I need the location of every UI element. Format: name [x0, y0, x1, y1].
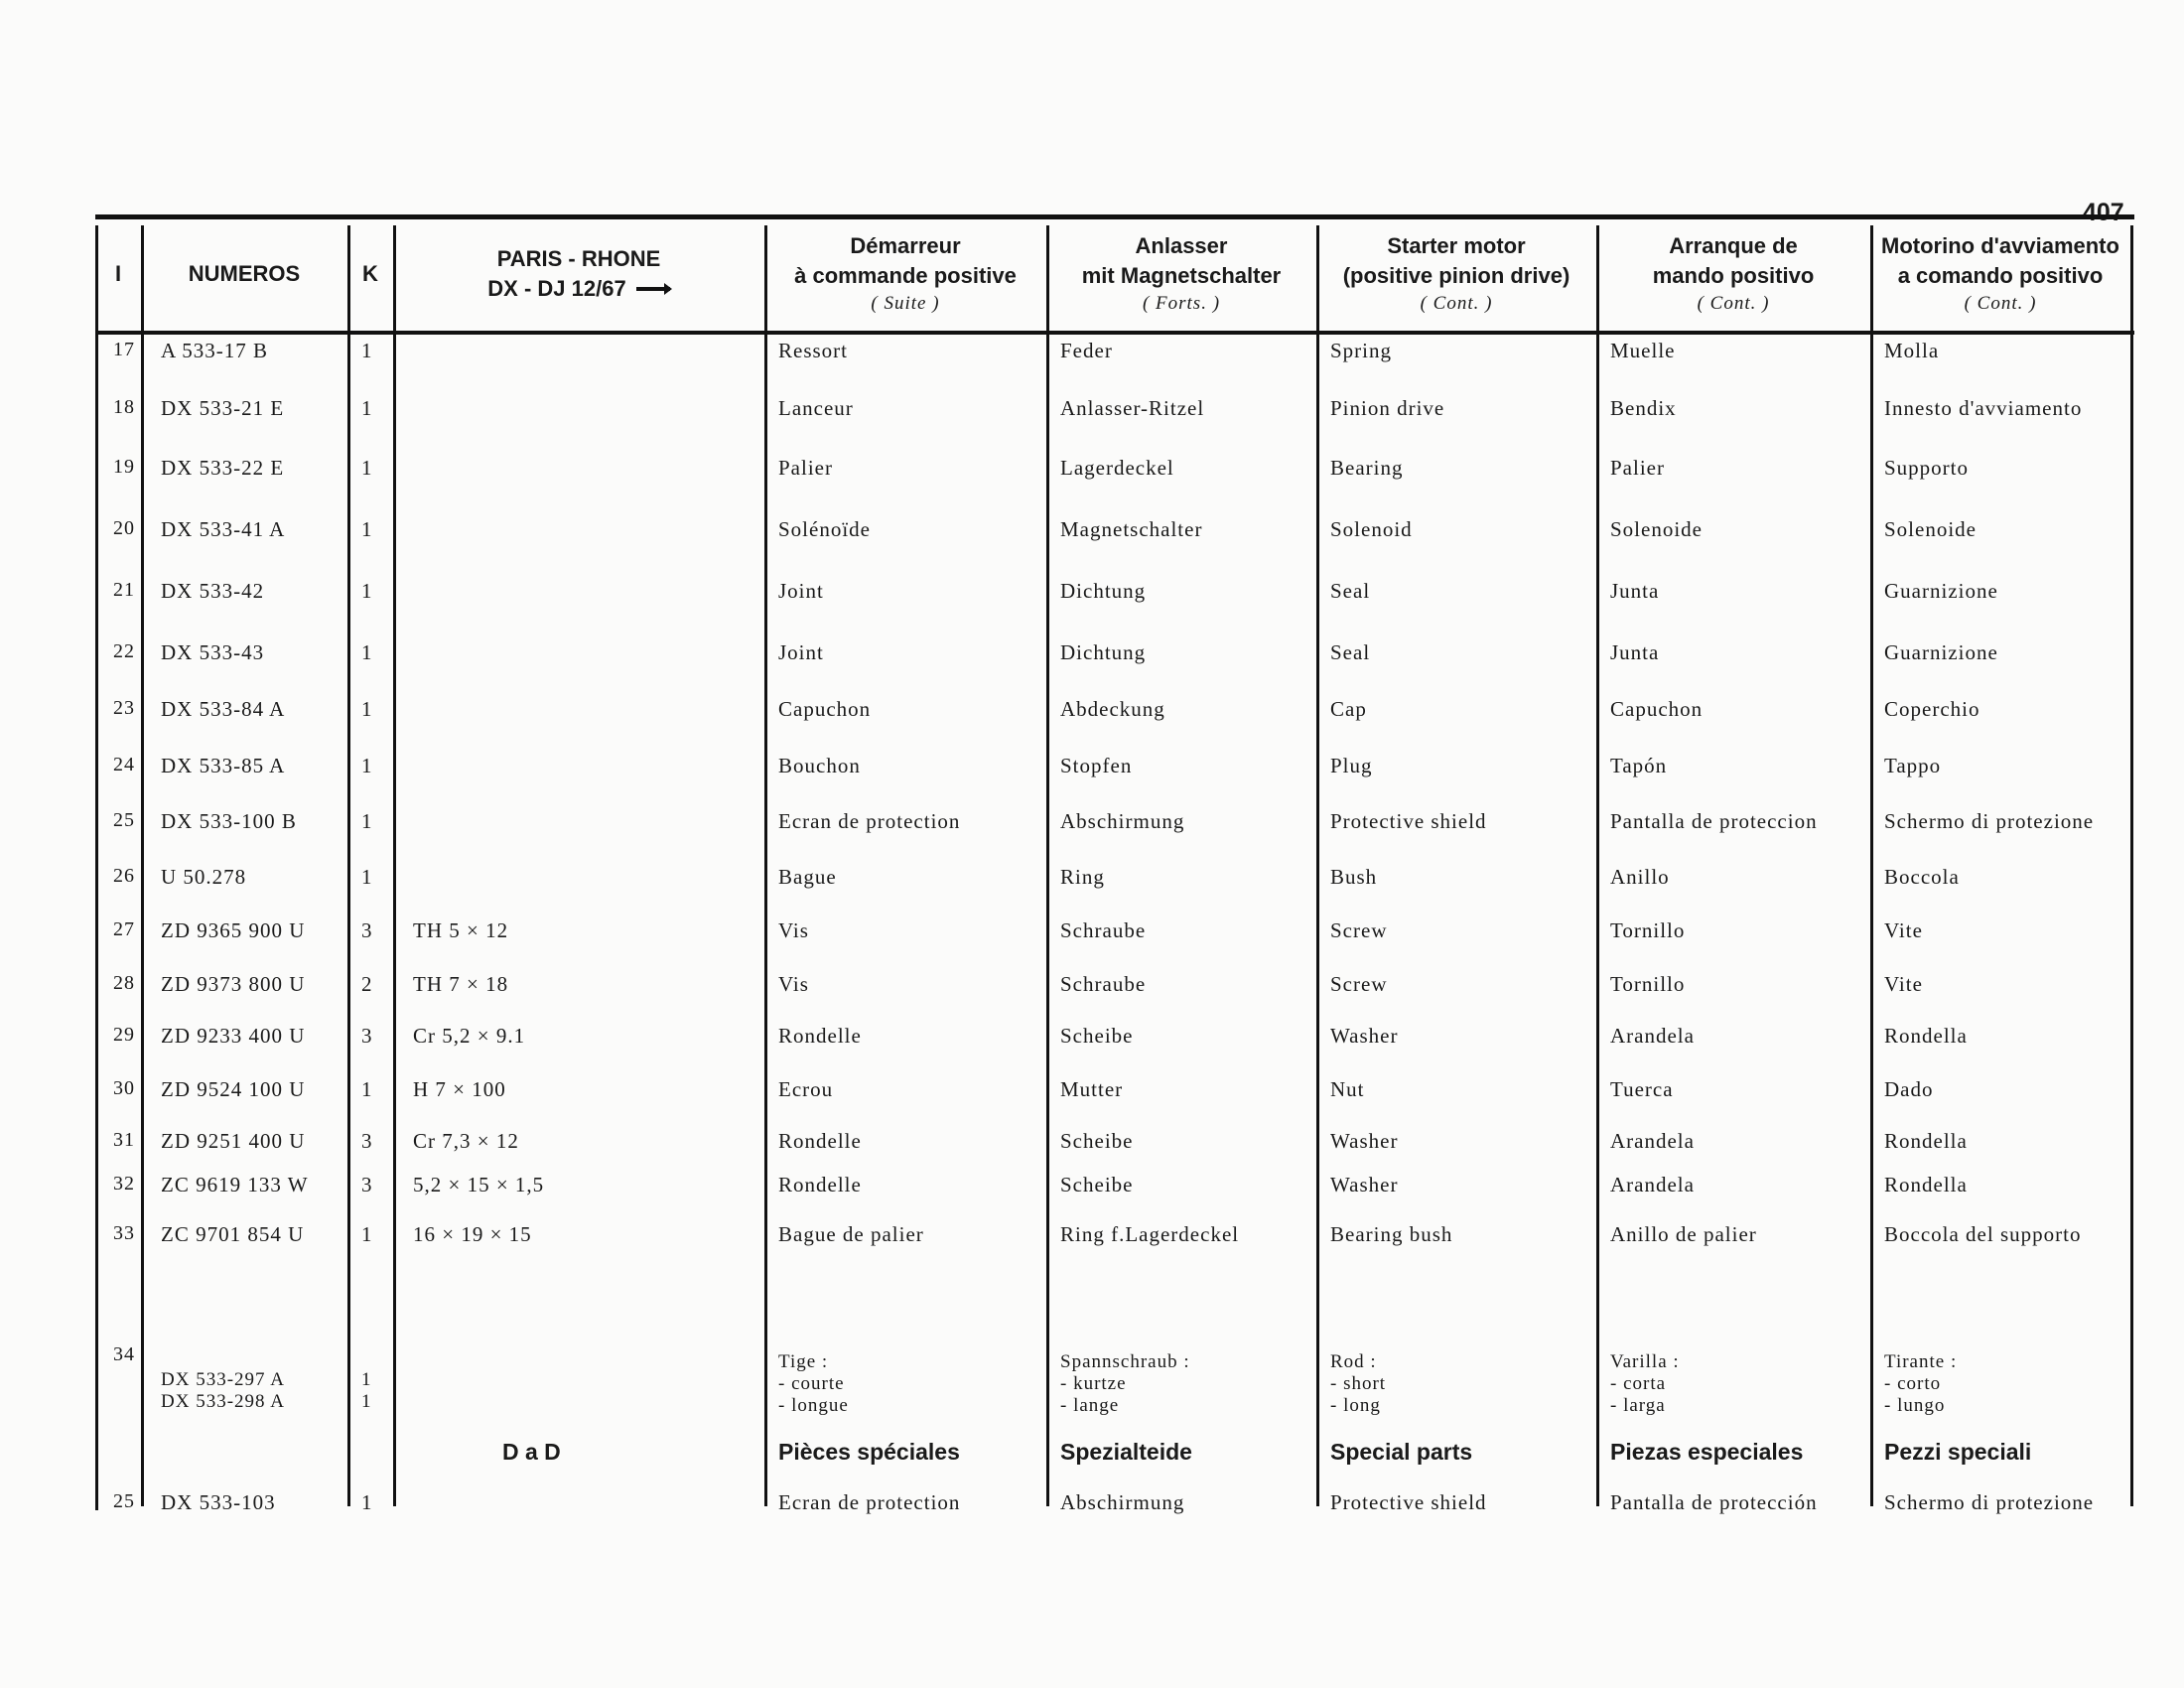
- row-index: 25: [113, 1490, 135, 1512]
- german-name: Scheibe: [1060, 1173, 1134, 1196]
- italian-name: Supporto: [1884, 456, 1970, 480]
- spanish-name: Capuchon: [1610, 697, 1704, 721]
- spanish-name: Arandela: [1610, 1129, 1695, 1153]
- spanish-name: Varilla :: [1610, 1351, 1680, 1372]
- part-number: DX 533-85 A: [161, 754, 286, 777]
- english-name: Bearing: [1330, 456, 1404, 480]
- header-english-note: ( Cont. ): [1420, 292, 1493, 314]
- spanish-variant: - corta: [1610, 1372, 1667, 1394]
- header-k: K: [362, 261, 378, 287]
- german-name: Magnetschalter: [1060, 517, 1203, 541]
- english-name: Spring: [1330, 339, 1393, 362]
- spanish-name: Bendix: [1610, 396, 1677, 420]
- french-name: Bague de palier: [778, 1222, 924, 1246]
- french-variant: - longue: [778, 1394, 849, 1416]
- german-name: Lagerdeckel: [1060, 456, 1174, 480]
- german-name: Scheibe: [1060, 1024, 1134, 1048]
- spanish-name: Junta: [1610, 640, 1660, 664]
- quantity: 1: [361, 754, 373, 777]
- header-rule: [95, 331, 2134, 335]
- special-parts-french: Pièces spéciales: [778, 1439, 960, 1465]
- french-name: Rondelle: [778, 1024, 862, 1048]
- spanish-name: Junta: [1610, 579, 1660, 603]
- spanish-name: Pantalla de proteccion: [1610, 809, 1818, 833]
- english-name: Nut: [1330, 1077, 1365, 1101]
- row-index: 20: [113, 517, 135, 539]
- french-name: Ecrou: [778, 1077, 834, 1101]
- row-index: 27: [113, 918, 135, 940]
- english-name: Rod :: [1330, 1351, 1377, 1372]
- quantity: 2: [361, 972, 373, 996]
- french-name: Joint: [778, 579, 824, 603]
- header-french-line1: Démarreur: [850, 233, 961, 259]
- special-parts-spanish: Piezas especiales: [1610, 1439, 1804, 1465]
- part-number: DX 533-43: [161, 640, 265, 664]
- row-index: 32: [113, 1173, 135, 1195]
- french-name: Rondelle: [778, 1129, 862, 1153]
- german-name: Schraube: [1060, 918, 1147, 942]
- german-name: Ring: [1060, 865, 1105, 889]
- italian-name: Guarnizione: [1884, 640, 1998, 664]
- row-index: 33: [113, 1222, 135, 1244]
- column-divider: [764, 225, 767, 1506]
- part-number: DX 533-100 B: [161, 809, 297, 833]
- spanish-name: Arandela: [1610, 1173, 1695, 1196]
- header-italian: [1870, 219, 2130, 329]
- italian-name: Boccola: [1884, 865, 1960, 889]
- english-name: Bearing bush: [1330, 1222, 1453, 1246]
- spanish-variant: - larga: [1610, 1394, 1666, 1416]
- special-parts-italian: Pezzi speciali: [1884, 1439, 2032, 1465]
- part-number: ZD 9365 900 U: [161, 918, 306, 942]
- french-name: Ecran de protection: [778, 1490, 961, 1514]
- italian-name: Guarnizione: [1884, 579, 1998, 603]
- french-variant: - courte: [778, 1372, 845, 1394]
- english-name: Cap: [1330, 697, 1367, 721]
- french-name: Solénoïde: [778, 517, 871, 541]
- french-name: Capuchon: [778, 697, 872, 721]
- row-index: 29: [113, 1024, 135, 1046]
- german-cell: [1060, 1351, 1190, 1417]
- quantity: 1: [361, 640, 373, 664]
- german-name: Abschirmung: [1060, 1490, 1185, 1514]
- italian-name: Molla: [1884, 339, 1940, 362]
- header-italian-line2: a comando positivo: [1897, 263, 2104, 289]
- french-name: Rondelle: [778, 1173, 862, 1196]
- italian-name: Schermo di protezione: [1884, 1490, 2095, 1514]
- header-french-line2: à commande positive: [794, 263, 1017, 289]
- french-name: Bague: [778, 865, 837, 889]
- spanish-name: Tornillo: [1610, 918, 1686, 942]
- specification: 5,2 × 15 × 1,5: [413, 1173, 545, 1196]
- quantity: 1: [361, 579, 373, 603]
- part-number: ZD 9373 800 U: [161, 972, 306, 996]
- spanish-name: Tornillo: [1610, 972, 1686, 996]
- french-name: Vis: [778, 918, 809, 942]
- part-number: ZD 9233 400 U: [161, 1024, 306, 1048]
- table-header: [95, 219, 2134, 329]
- quantity: 1: [361, 1390, 372, 1412]
- part-number: DX 533-41 A: [161, 517, 286, 541]
- german-variant: - kurtze: [1060, 1372, 1127, 1394]
- column-divider: [1870, 225, 1873, 1506]
- part-number: DX 533-298 A: [161, 1390, 285, 1412]
- column-divider: [141, 225, 144, 1506]
- italian-name: Coperchio: [1884, 697, 1980, 721]
- italian-variant: - lungo: [1884, 1394, 1946, 1416]
- italian-name: Dado: [1884, 1077, 1934, 1101]
- table-row: [95, 1343, 2134, 1433]
- german-name: Spannschraub :: [1060, 1351, 1190, 1372]
- header-brand: [393, 219, 764, 329]
- row-index: 22: [113, 640, 135, 662]
- english-name: Washer: [1330, 1024, 1399, 1048]
- part-number: ZD 9251 400 U: [161, 1129, 306, 1153]
- english-variant: - long: [1330, 1394, 1381, 1416]
- german-variant: - lange: [1060, 1394, 1120, 1416]
- quantity: 1: [361, 697, 373, 721]
- column-divider: [1046, 225, 1049, 1506]
- header-english-line2: (positive pinion drive): [1342, 263, 1570, 289]
- header-english-line1: Starter motor: [1387, 233, 1526, 259]
- row-index: 24: [113, 754, 135, 775]
- header-german-note: ( Forts. ): [1142, 292, 1221, 314]
- italian-name: Rondella: [1884, 1129, 1968, 1153]
- italian-name: Tirante :: [1884, 1351, 1958, 1372]
- quantity: 1: [361, 1077, 373, 1101]
- italian-variant: - corto: [1884, 1372, 1942, 1394]
- spanish-name: Muelle: [1610, 339, 1676, 362]
- spanish-name: Tapón: [1610, 754, 1668, 777]
- italian-name: Innesto d'avviamento: [1884, 396, 2083, 420]
- german-name: Feder: [1060, 339, 1113, 362]
- header-index: I: [114, 261, 122, 287]
- italian-name: Schermo di protezione: [1884, 809, 2095, 833]
- parts-table: [95, 214, 2134, 1514]
- header-english: [1316, 219, 1596, 329]
- quantity: 1: [361, 339, 373, 362]
- column-divider: [347, 225, 350, 1506]
- english-name: Plug: [1330, 754, 1373, 777]
- part-number: U 50.278: [161, 865, 247, 889]
- column-divider: [1316, 225, 1319, 1506]
- header-german-line2: mit Magnetschalter: [1081, 263, 1282, 289]
- header-french-note: ( Suite ): [871, 292, 940, 314]
- quantity: 1: [361, 1490, 373, 1514]
- english-name: Seal: [1330, 579, 1371, 603]
- special-parts-code: D a D: [502, 1439, 561, 1465]
- row-index: 28: [113, 972, 135, 994]
- quantity: 3: [361, 918, 373, 942]
- quantity: 1: [361, 865, 373, 889]
- italian-name: Tappo: [1884, 754, 1942, 777]
- english-name: Protective shield: [1330, 809, 1487, 833]
- quantity: 1: [361, 517, 373, 541]
- header-spanish-line1: Arranque de: [1669, 233, 1798, 259]
- italian-name: Rondella: [1884, 1173, 1968, 1196]
- special-parts-german: Spezialteide: [1060, 1439, 1192, 1465]
- quantity: 1: [361, 1369, 372, 1390]
- french-name: Bouchon: [778, 754, 861, 777]
- spanish-cell: [1610, 1351, 1680, 1417]
- french-name: Tige :: [778, 1351, 829, 1372]
- spanish-name: Tuerca: [1610, 1077, 1674, 1101]
- french-cell: [778, 1351, 849, 1417]
- specification: TH 7 × 18: [413, 972, 509, 996]
- german-name: Abdeckung: [1060, 697, 1165, 721]
- row-index: 18: [113, 396, 135, 418]
- row-index: 30: [113, 1077, 135, 1099]
- row-index: 26: [113, 865, 135, 887]
- english-name: Bush: [1330, 865, 1378, 889]
- spanish-name: Solenoide: [1610, 517, 1703, 541]
- spanish-name: Anillo: [1610, 865, 1670, 889]
- quantity: 3: [361, 1024, 373, 1048]
- row-index: 17: [113, 339, 135, 360]
- header-german-line1: Anlasser: [1135, 233, 1228, 259]
- english-name: Seal: [1330, 640, 1371, 664]
- part-number: DX 533-42: [161, 579, 265, 603]
- french-name: Vis: [778, 972, 809, 996]
- english-name: Screw: [1330, 972, 1388, 996]
- specification: 16 × 19 × 15: [413, 1222, 532, 1246]
- header-italian-line1: Motorino d'avviamento: [1881, 233, 2119, 259]
- special-parts-english: Special parts: [1330, 1439, 1473, 1465]
- german-name: Dichtung: [1060, 579, 1147, 603]
- french-name: Ecran de protection: [778, 809, 961, 833]
- quantity: 1: [361, 456, 373, 480]
- quantity: 1: [361, 396, 373, 420]
- german-name: Dichtung: [1060, 640, 1147, 664]
- french-name: Joint: [778, 640, 824, 664]
- german-name: Mutter: [1060, 1077, 1124, 1101]
- part-number: ZC 9619 133 W: [161, 1173, 309, 1196]
- italian-name: Boccola del supporto: [1884, 1222, 2082, 1246]
- header-spanish-note: ( Cont. ): [1697, 292, 1770, 314]
- french-name: Palier: [778, 456, 833, 480]
- part-number: DX 533-21 E: [161, 396, 285, 420]
- part-number-cell: [161, 1369, 285, 1413]
- english-name: Pinion drive: [1330, 396, 1445, 420]
- spanish-name: Pantalla de protección: [1610, 1490, 1818, 1514]
- column-divider: [1596, 225, 1599, 1506]
- part-number: ZC 9701 854 U: [161, 1222, 305, 1246]
- page-number: 407: [2083, 199, 2124, 226]
- row-index: 21: [113, 579, 135, 601]
- spanish-name: Anillo de palier: [1610, 1222, 1757, 1246]
- german-name: Stopfen: [1060, 754, 1133, 777]
- french-name: Ressort: [778, 339, 848, 362]
- header-numeros: NUMEROS: [188, 261, 301, 287]
- english-cell: [1330, 1351, 1386, 1417]
- specification: TH 5 × 12: [413, 918, 509, 942]
- column-divider: [95, 225, 98, 1510]
- column-divider: [2130, 225, 2133, 1506]
- part-number: DX 533-84 A: [161, 697, 286, 721]
- specification: Cr 5,2 × 9.1: [413, 1024, 526, 1048]
- header-spanish: [1596, 219, 1870, 329]
- header-french: [764, 219, 1046, 329]
- header-spanish-line2: mando positivo: [1652, 263, 1815, 289]
- spanish-name: Arandela: [1610, 1024, 1695, 1048]
- german-name: Scheibe: [1060, 1129, 1134, 1153]
- model-code: DX - DJ 12/67: [487, 276, 626, 301]
- part-number: DX 533-103: [161, 1490, 276, 1514]
- column-divider: [393, 225, 396, 1506]
- italian-name: Vite: [1884, 972, 1923, 996]
- row-index: 34: [113, 1343, 135, 1365]
- row-index: 31: [113, 1129, 135, 1151]
- english-name: Solenoid: [1330, 517, 1413, 541]
- part-number: A 533-17 B: [161, 339, 269, 362]
- italian-cell: [1884, 1351, 1957, 1417]
- french-name: Lanceur: [778, 396, 854, 420]
- german-name: Abschirmung: [1060, 809, 1185, 833]
- part-number: ZD 9524 100 U: [161, 1077, 306, 1101]
- english-name: Screw: [1330, 918, 1388, 942]
- header-italian-note: ( Cont. ): [1964, 292, 2037, 314]
- english-variant: - short: [1330, 1372, 1387, 1394]
- brand-name: PARIS - RHONE: [496, 246, 661, 272]
- quantity: 1: [361, 809, 373, 833]
- row-index: 23: [113, 697, 135, 719]
- english-name: Washer: [1330, 1173, 1399, 1196]
- quantity: 3: [361, 1129, 373, 1153]
- italian-name: Vite: [1884, 918, 1923, 942]
- german-name: Schraube: [1060, 972, 1147, 996]
- italian-name: Rondella: [1884, 1024, 1968, 1048]
- quantity-cell: [361, 1369, 372, 1413]
- row-index: 19: [113, 456, 135, 478]
- row-index: 25: [113, 809, 135, 831]
- german-name: Ring f.Lagerdeckel: [1060, 1222, 1240, 1246]
- part-number: DX 533-297 A: [161, 1369, 285, 1390]
- specification: Cr 7,3 × 12: [413, 1129, 519, 1153]
- english-name: Washer: [1330, 1129, 1399, 1153]
- model-line: [487, 274, 669, 304]
- quantity: 1: [361, 1222, 373, 1246]
- quantity: 3: [361, 1173, 373, 1196]
- german-name: Anlasser-Ritzel: [1060, 396, 1205, 420]
- part-number: DX 533-22 E: [161, 456, 285, 480]
- italian-name: Solenoide: [1884, 517, 1977, 541]
- spanish-name: Palier: [1610, 456, 1665, 480]
- specification: H 7 × 100: [413, 1077, 506, 1101]
- arrow-right-icon: [636, 287, 670, 291]
- english-name: Protective shield: [1330, 1490, 1487, 1514]
- header-german: [1046, 219, 1316, 329]
